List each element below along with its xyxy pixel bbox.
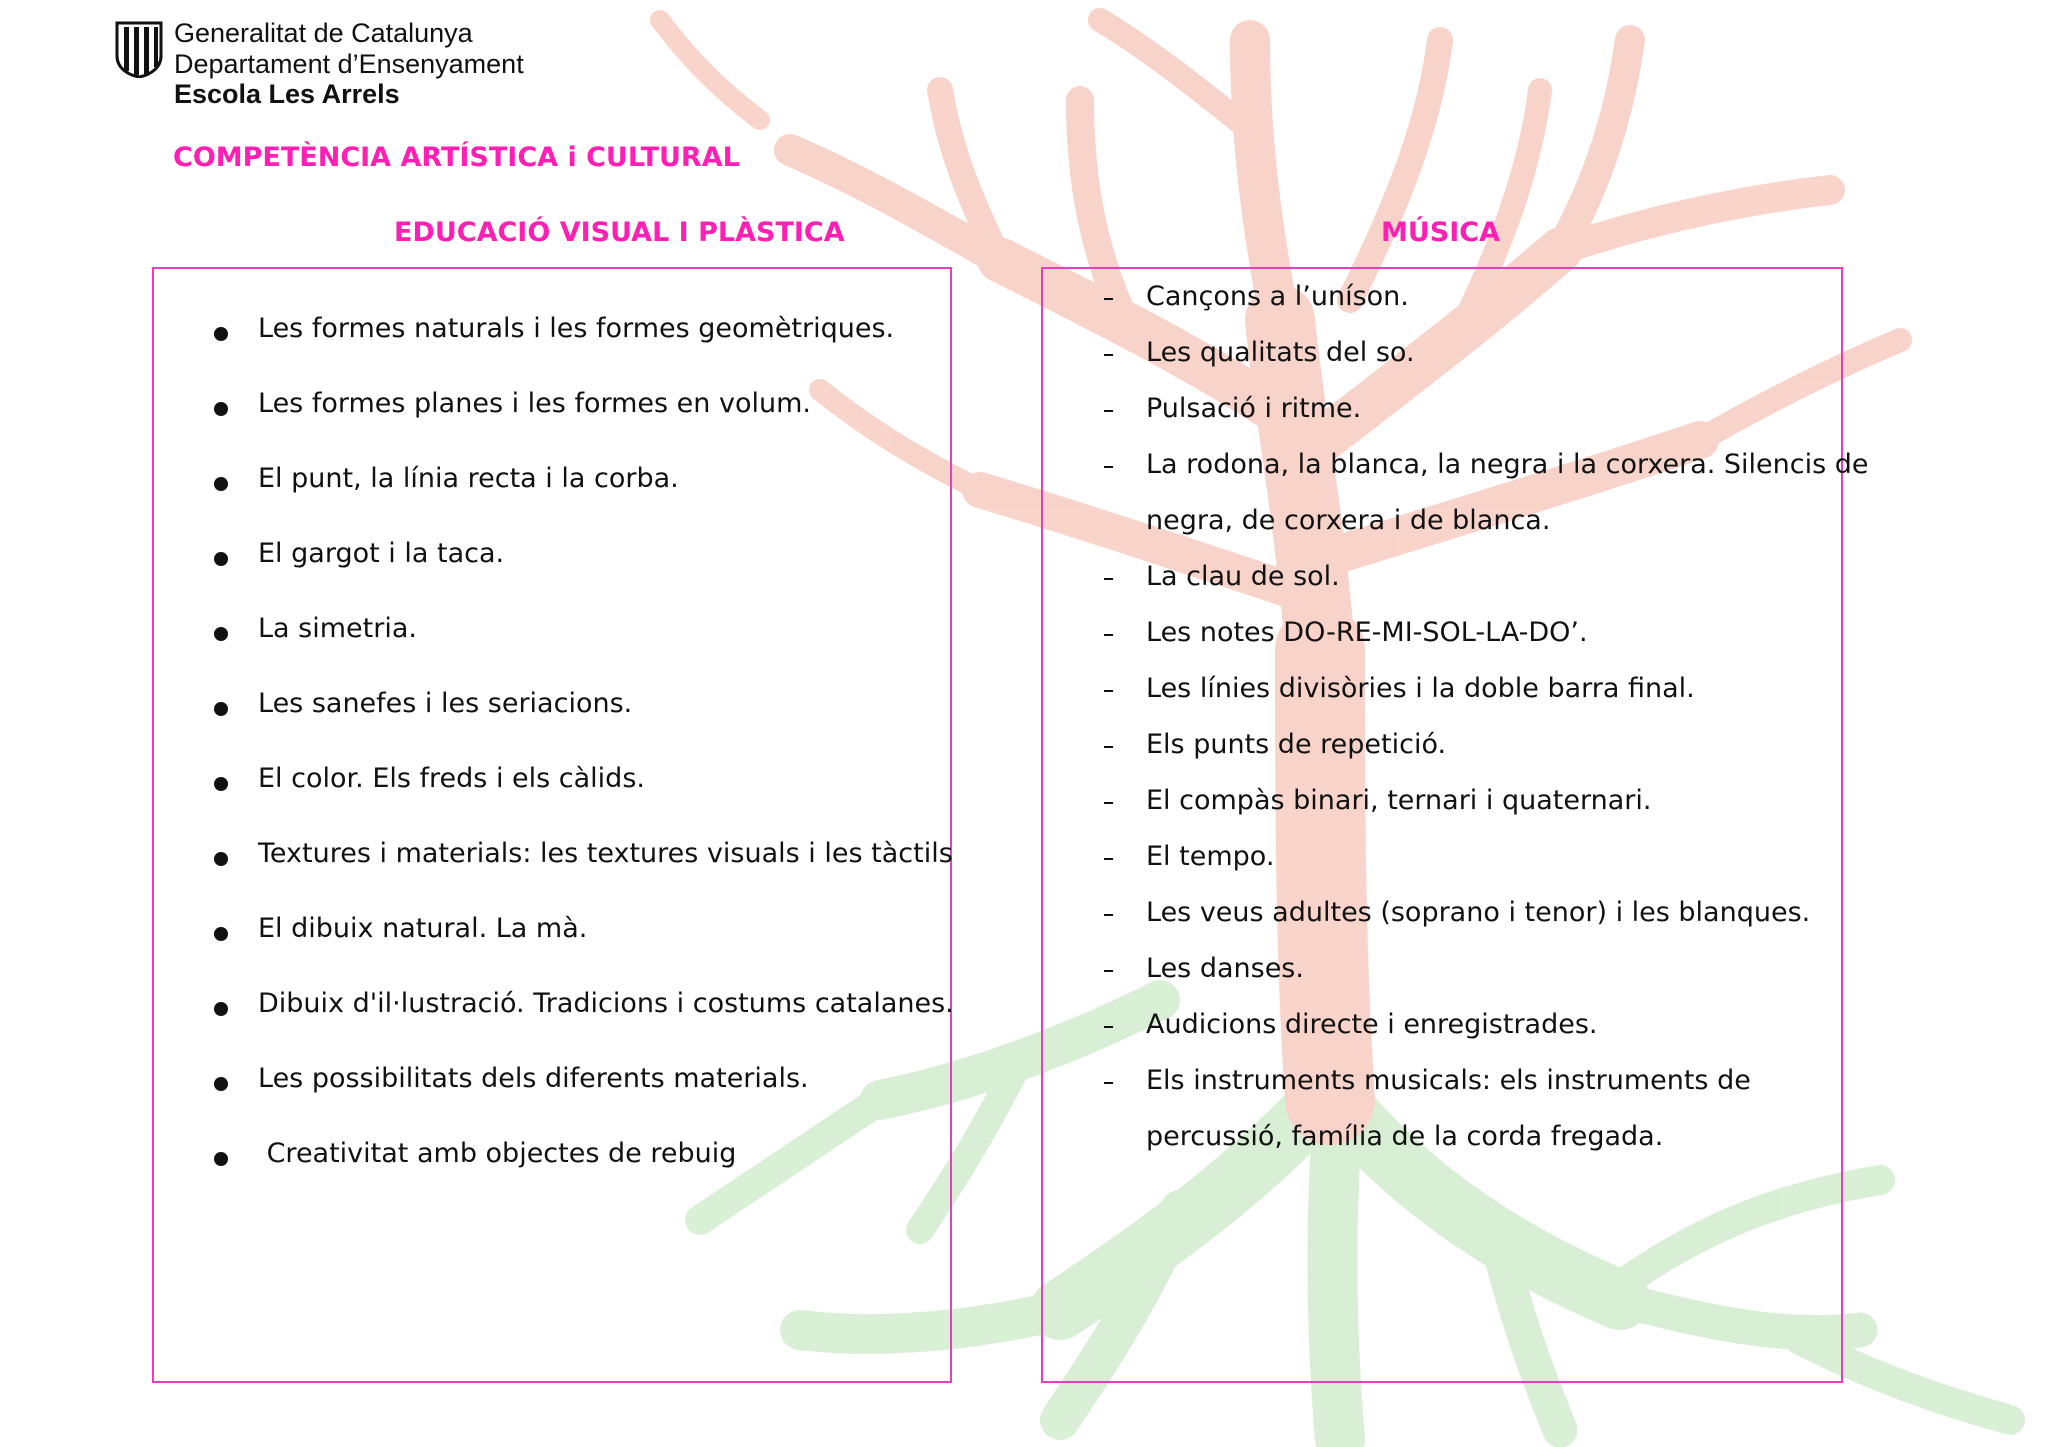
list-item: Els instruments musicals: els instruments de <box>1146 1065 1751 1096</box>
list-item: El tempo. <box>1146 841 1275 872</box>
list-item: Audicions directe i enregistrades. <box>1146 1009 1598 1040</box>
bullet-icon <box>214 927 228 941</box>
list-item: La simetria. <box>258 613 417 644</box>
list-item: Les sanefes i les seriacions. <box>258 688 633 719</box>
dash-icon <box>1104 746 1113 748</box>
generalitat-emblem-icon <box>114 20 164 78</box>
bullet-icon <box>214 702 228 716</box>
dash-icon <box>1104 858 1113 860</box>
header-institution: Generalitat de Catalunya <box>174 18 473 48</box>
list-item: El dibuix natural. La mà. <box>258 913 588 944</box>
list-item: Les notes DO-RE-MI-SOL-LA-DO’. <box>1146 617 1588 648</box>
dash-icon <box>1104 634 1113 636</box>
list-item: La rodona, la blanca, la negra i la corxera. Silencis de <box>1146 449 1869 480</box>
dash-icon <box>1104 410 1113 412</box>
bullet-icon <box>214 402 228 416</box>
dash-icon <box>1104 914 1113 916</box>
dash-icon <box>1104 970 1113 972</box>
bullet-icon <box>214 1077 228 1091</box>
bullet-icon <box>214 327 228 341</box>
list-item: Cançons a l’uníson. <box>1146 281 1409 312</box>
dash-icon <box>1104 1082 1113 1084</box>
dash-icon <box>1104 690 1113 692</box>
music-box <box>1041 267 1843 1383</box>
dash-icon <box>1104 354 1113 356</box>
list-item: Les possibilitats dels diferents materials. <box>258 1063 809 1094</box>
list-item: Les formes naturals i les formes geomètriques. <box>258 313 895 344</box>
visual-arts-box <box>152 267 952 1383</box>
bullet-icon <box>214 1002 228 1016</box>
dash-icon <box>1104 1026 1113 1028</box>
list-item: El compàs binari, ternari i quaternari. <box>1146 785 1652 816</box>
dash-icon <box>1104 298 1113 300</box>
list-item: El gargot i la taca. <box>258 538 505 569</box>
list-item: El color. Els freds i els càlids. <box>258 763 645 794</box>
bullet-icon <box>214 1152 228 1166</box>
page-title: COMPETÈNCIA ARTÍSTICA i CULTURAL <box>173 142 740 173</box>
list-item: La clau de sol. <box>1146 561 1340 592</box>
list-item: Els punts de repetició. <box>1146 729 1447 760</box>
list-item: Pulsació i ritme. <box>1146 393 1362 424</box>
list-item: Creativitat amb objectes de rebuig <box>258 1138 737 1169</box>
list-item-continuation: percussió, família de la corda fregada. <box>1146 1121 1664 1152</box>
bullet-icon <box>214 852 228 866</box>
bullet-icon <box>214 777 228 791</box>
list-item: Les danses. <box>1146 953 1304 984</box>
list-item: Dibuix d'il·lustració. Tradicions i costums catalanes. <box>258 988 954 1019</box>
list-item: Les línies divisòries i la doble barra final. <box>1146 673 1695 704</box>
bullet-icon <box>214 477 228 491</box>
list-item: Les veus adultes (soprano i tenor) i les blanques. <box>1146 897 1811 928</box>
music-heading: MÚSICA <box>1381 217 1500 248</box>
dash-icon <box>1104 466 1113 468</box>
list-item: Les qualitats del so. <box>1146 337 1415 368</box>
list-item: Les formes planes i les formes en volum. <box>258 388 811 419</box>
header-school: Escola Les Arrels <box>174 79 400 109</box>
header-department: Departament d’Ensenyament <box>174 49 524 79</box>
list-item: Textures i materials: les textures visuals i les tàctils <box>258 838 953 869</box>
visual-arts-heading: EDUCACIÓ VISUAL I PLÀSTICA <box>394 217 845 248</box>
dash-icon <box>1104 578 1113 580</box>
bullet-icon <box>214 627 228 641</box>
dash-icon <box>1104 802 1113 804</box>
list-item: El punt, la línia recta i la corba. <box>258 463 679 494</box>
list-item-continuation: negra, de corxera i de blanca. <box>1146 505 1551 536</box>
bullet-icon <box>214 552 228 566</box>
